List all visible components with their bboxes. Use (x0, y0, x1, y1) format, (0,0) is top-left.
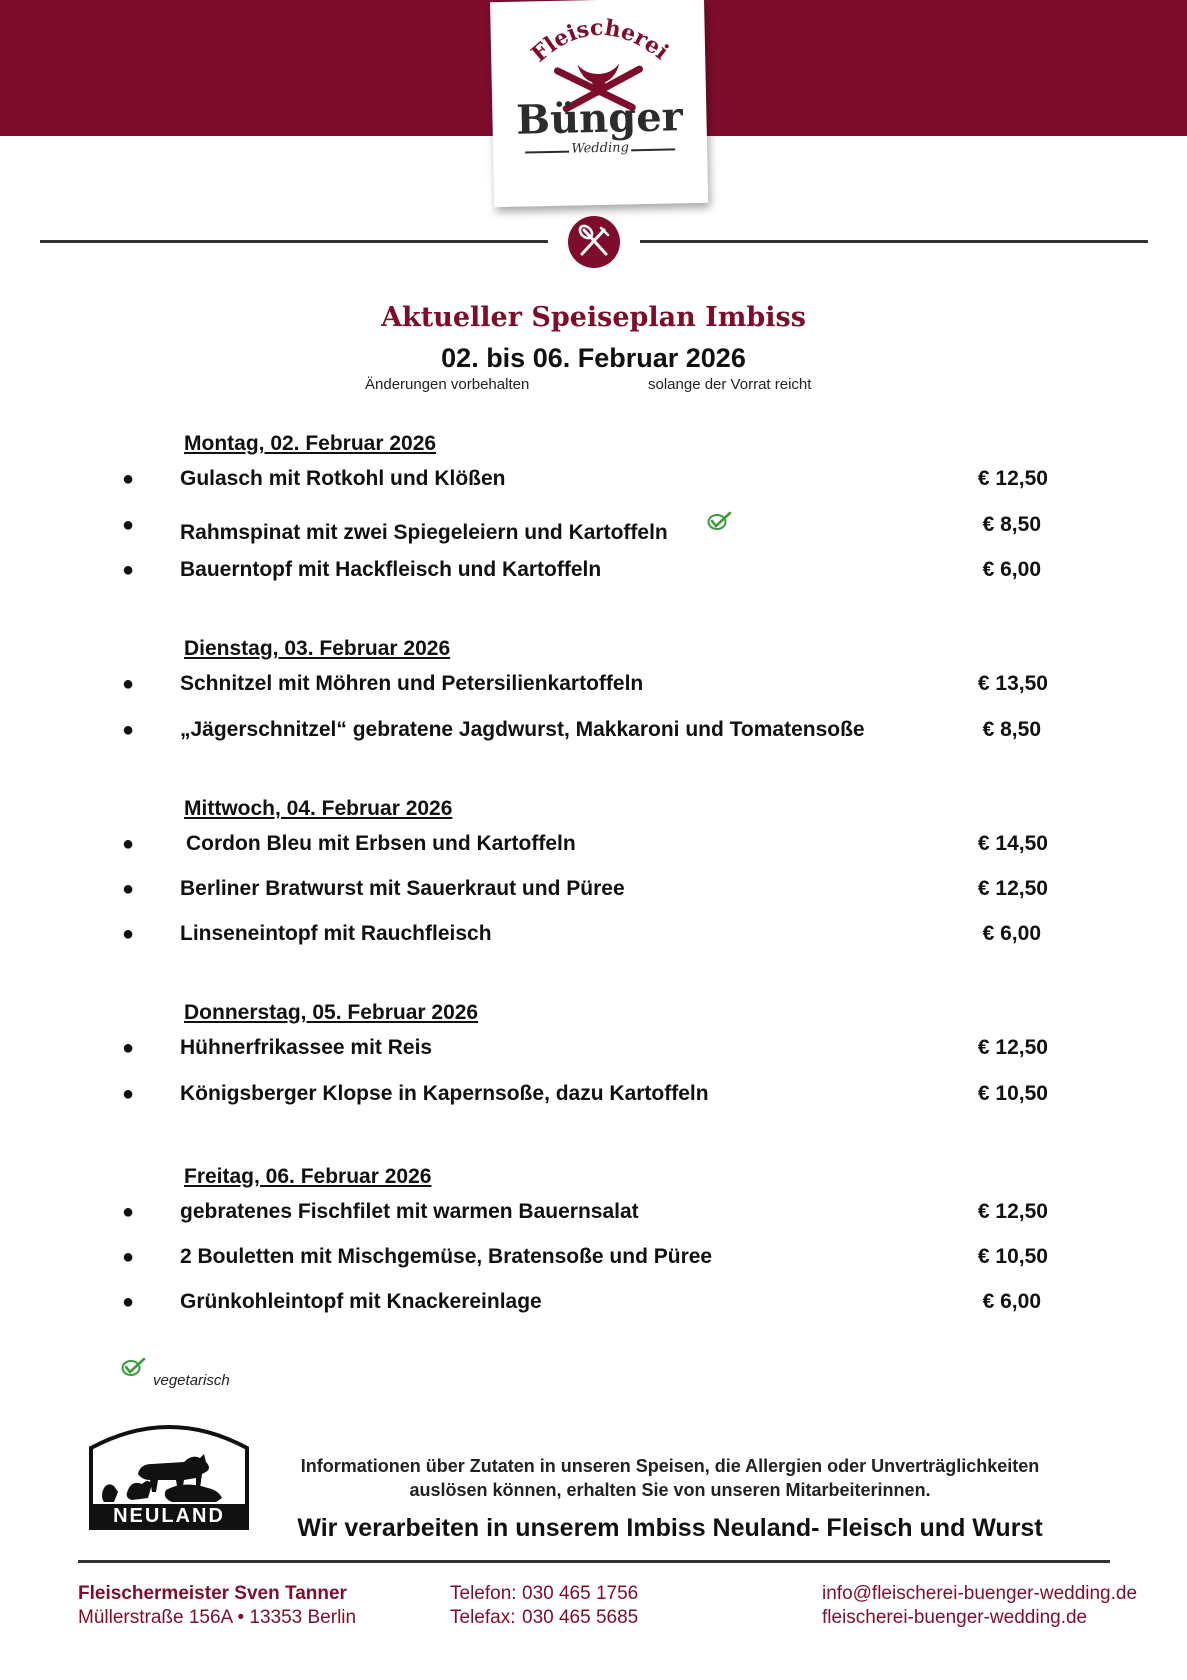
day-heading-friday: Freitag, 06. Februar 2026 (184, 1165, 432, 1188)
neuland-logo (88, 1418, 250, 1530)
dish-price: € 10,50 (977, 1245, 1048, 1268)
fork-knife-icon (568, 216, 620, 268)
allergen-info-line2: auslösen können, erhalten Sie von unseren Mitarbeiterinnen. (409, 1480, 931, 1500)
dish-name: 2 Bouletten mit Mischgemüse, Bratensoße und Püree (180, 1245, 713, 1268)
bullet-icon: ● (122, 514, 135, 536)
dish-name: Königsberger Klopse in Kapernsoße, dazu Kartoffeln (180, 1082, 709, 1105)
dish-price: € 6,00 (982, 922, 1041, 945)
bullet-icon: ● (122, 673, 135, 695)
dish-price: € 12,50 (977, 877, 1048, 900)
dish-price: € 10,50 (977, 1082, 1048, 1105)
footer-phone[interactable]: 030 465 1756 (522, 1583, 639, 1604)
day-heading-monday: Montag, 02. Februar 2026 (184, 432, 437, 455)
dish-name: gebratenes Fischfilet mit warmen Bauernsalat (180, 1200, 639, 1223)
dish-price: € 13,50 (977, 672, 1048, 695)
dish-price: € 6,00 (982, 1290, 1041, 1313)
dish-name: Rahmspinat mit zwei Spiegeleiern und Kartoffeln (180, 521, 668, 544)
dish-name: Hühnerfrikassee mit Reis (180, 1036, 433, 1059)
vegetarian-check-icon (706, 510, 732, 532)
footer-address: Müllerstraße 156A • 13353 Berlin (78, 1607, 357, 1628)
note-changes: Änderungen vorbehalten (365, 376, 530, 393)
bullet-icon: ● (122, 468, 135, 490)
brand-logo (490, 0, 708, 207)
bullet-icon: ● (122, 719, 135, 741)
date-range: 02. bis 06. Februar 2026 (441, 343, 746, 373)
bullet-icon: ● (122, 1083, 135, 1105)
logo-sub: Wedding (571, 140, 630, 157)
logo-name: Bünger (515, 93, 684, 144)
footer-fax: 030 465 5685 (522, 1607, 639, 1628)
dish-price: € 6,00 (982, 558, 1041, 581)
dish-price: € 8,50 (982, 513, 1041, 536)
bullet-icon: ● (122, 1037, 135, 1059)
allergen-info (255, 1454, 1085, 1502)
bullet-icon: ● (122, 833, 135, 855)
footer-phone-label: Telefon: (450, 1583, 517, 1604)
neuland-logo-text: NEULAND (113, 1505, 225, 1527)
footer-owner-name: Fleischermeister Sven Tanner (78, 1583, 347, 1604)
divider-right (640, 240, 1148, 243)
bullet-icon: ● (122, 1246, 135, 1268)
dish-name: Grünkohleintopf mit Knackereinlage (180, 1290, 542, 1313)
divider-left (40, 240, 548, 243)
allergen-info-line1: Informationen über Zutaten in unseren Speisen, die Allergien oder Unverträglichkeiten (300, 1456, 1040, 1476)
dish-price: € 14,50 (977, 832, 1048, 855)
dish-price: € 12,50 (977, 1200, 1048, 1223)
footer-email-link[interactable]: info@fleischerei-buenger-wedding.de (822, 1583, 1138, 1604)
footer-website-link[interactable]: fleischerei-buenger-wedding.de (822, 1607, 1088, 1628)
dish-name: Bauerntopf mit Hackfleisch und Kartoffeln (180, 558, 602, 581)
day-heading-thursday: Donnerstag, 05. Februar 2026 (184, 1001, 479, 1024)
bullet-icon: ● (122, 1291, 135, 1313)
day-heading-wednesday: Mittwoch, 04. Februar 2026 (184, 797, 453, 820)
dish-price: € 12,50 (977, 467, 1048, 490)
dish-price: € 8,50 (982, 718, 1041, 741)
dish-name: Berliner Bratwurst mit Sauerkraut und Püree (180, 877, 625, 900)
page-title: Aktueller Speiseplan Imbiss (381, 302, 806, 333)
note-stock: solange der Vorrat reicht (648, 376, 812, 393)
dish-name: Linseneintopf mit Rauchfleisch (180, 922, 492, 945)
footer-fax-label: Telefax: (450, 1607, 516, 1628)
bullet-icon: ● (122, 923, 135, 945)
dish-price: € 12,50 (977, 1036, 1048, 1059)
vegetarian-check-icon (120, 1356, 146, 1378)
dish-name: Gulasch mit Rotkohl und Klößen (180, 467, 506, 490)
day-heading-tuesday: Dienstag, 03. Februar 2026 (184, 637, 451, 660)
bullet-icon: ● (122, 1201, 135, 1223)
footer-divider (78, 1560, 1110, 1563)
bullet-icon: ● (122, 559, 135, 581)
bullet-icon: ● (122, 878, 135, 900)
neuland-statement: Wir verarbeiten in unserem Imbiss Neuland- Fleisch und Wurst (297, 1514, 1043, 1542)
dish-name: „Jägerschnitzel“ gebratene Jagdwurst, Makkaroni und Tomatensoße (180, 718, 865, 741)
logo-arc-text: Fleischerei (526, 14, 674, 68)
legend-vegetarian-label: vegetarisch (153, 1372, 230, 1389)
dish-name: Cordon Bleu mit Erbsen und Kartoffeln (186, 832, 576, 855)
dish-name: Schnitzel mit Möhren und Petersilienkartoffeln (180, 672, 644, 695)
